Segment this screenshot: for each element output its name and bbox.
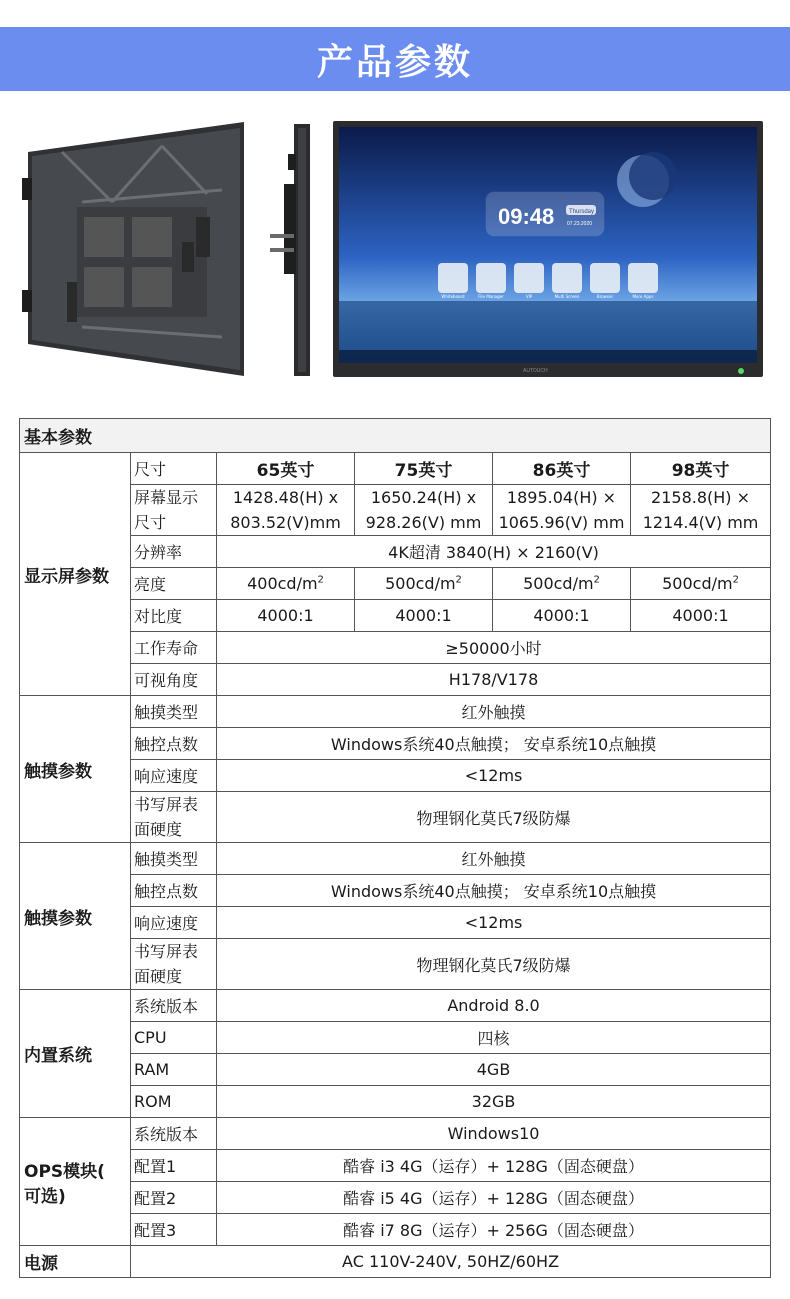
brightness-86: $500cd/m^2$ bbox=[493, 568, 631, 600]
screen-size-86: 1895.04(H) × 1065.96(V) mm bbox=[493, 485, 631, 536]
panel-back-view-image bbox=[22, 122, 248, 376]
file-manager-icon[interactable] bbox=[476, 263, 506, 293]
angle-label: 可视角度 bbox=[131, 664, 217, 696]
clock-day: Thursday bbox=[569, 209, 595, 215]
hardness-label: 书写屏表 面硬度 bbox=[131, 792, 217, 843]
ops-version-value: Windows10 bbox=[217, 1118, 771, 1150]
brightness-98: $500cd/m^2$ bbox=[631, 568, 771, 600]
page-title: 产品参数 bbox=[316, 41, 473, 83]
response-value: <12ms bbox=[217, 907, 771, 939]
more-apps-icon[interactable] bbox=[628, 263, 658, 293]
size-65: 65英寸 bbox=[217, 453, 355, 485]
power-label: 电源 bbox=[20, 1246, 131, 1278]
title-banner bbox=[0, 27, 790, 91]
clock-date: 07.23.2020 bbox=[567, 221, 593, 227]
touch-type-value: 红外触摸 bbox=[217, 696, 771, 728]
screen-size-75: 1650.24(H) x 928.26(V) mm bbox=[355, 485, 493, 536]
size-label: 尺寸 bbox=[131, 453, 217, 485]
touch-group-label: 触摸参数 bbox=[20, 696, 131, 843]
multi-screen-icon[interactable] bbox=[552, 263, 582, 293]
display-group-label: 显示屏参数 bbox=[20, 453, 131, 696]
panel-front-view-image bbox=[333, 121, 763, 377]
config2-value: 酷睿 i5 4G（运存）+ 128G（固态硬盘） bbox=[217, 1182, 771, 1214]
whiteboard-icon[interactable] bbox=[438, 263, 468, 293]
brand-logo: AUTOUCH bbox=[523, 368, 548, 374]
config3-value: 酷睿 i7 8G（运存）+ 256G（固态硬盘） bbox=[217, 1214, 771, 1246]
touch-points-label: 触控点数 bbox=[131, 875, 217, 907]
browser-icon[interactable] bbox=[590, 263, 620, 293]
response-label: 响应速度 bbox=[131, 760, 217, 792]
config3-label: 配置3 bbox=[131, 1214, 217, 1246]
ops-group-label: OPS模块( 可选) bbox=[20, 1118, 131, 1246]
app-label: VIP bbox=[525, 294, 533, 299]
contrast-86: 4000:1 bbox=[493, 600, 631, 632]
hardness-value: 物理钢化莫氏7级防爆 bbox=[217, 939, 771, 990]
brightness-65: $400cd/m^2$ bbox=[217, 568, 355, 600]
screen-size-65: 1428.48(H) x 803.52(V)mm bbox=[217, 485, 355, 536]
touch-points-value: Windows系统40点触摸； 安卓系统10点触摸 bbox=[217, 728, 771, 760]
resolution-label: 分辨率 bbox=[131, 536, 217, 568]
screen-size-label: 屏幕显示 尺寸 bbox=[131, 485, 217, 536]
size-86: 86英寸 bbox=[493, 453, 631, 485]
response-label: 响应速度 bbox=[131, 907, 217, 939]
life-label: 工作寿命 bbox=[131, 632, 217, 664]
hardness-label: 书写屏表 面硬度 bbox=[131, 939, 217, 990]
ops-version-label: 系统版本 bbox=[131, 1118, 217, 1150]
life-value: ≥50000小时 bbox=[217, 632, 771, 664]
touch-points-value: Windows系统40点触摸； 安卓系统10点触摸 bbox=[217, 875, 771, 907]
screen-size-98: 2158.8(H) × 1214.4(V) mm bbox=[631, 485, 771, 536]
response-value: <12ms bbox=[217, 760, 771, 792]
touch-type-label: 触摸类型 bbox=[131, 696, 217, 728]
app-label: Whiteboard bbox=[441, 294, 465, 299]
os-version-label: 系统版本 bbox=[131, 990, 217, 1022]
size-75: 75英寸 bbox=[355, 453, 493, 485]
config1-label: 配置1 bbox=[131, 1150, 217, 1182]
power-value: AC 110V-240V, 50HZ/60HZ bbox=[131, 1246, 771, 1278]
app-label: File Manager bbox=[478, 294, 504, 299]
touch-type-value: 红外触摸 bbox=[217, 843, 771, 875]
panel-side-view-image bbox=[270, 124, 314, 376]
system-group-label: 内置系统 bbox=[20, 990, 131, 1118]
basic-section-header: 基本参数 bbox=[20, 419, 771, 453]
hardness-value: 物理钢化莫氏7级防爆 bbox=[217, 792, 771, 843]
size-98: 98英寸 bbox=[631, 453, 771, 485]
app-label: Multi Screen bbox=[554, 294, 580, 299]
angle-value: H178/V178 bbox=[217, 664, 771, 696]
app-label: More Apps bbox=[632, 294, 654, 299]
clock-time: 09:48 bbox=[498, 204, 555, 229]
rom-label: ROM bbox=[131, 1086, 217, 1118]
ram-label: RAM bbox=[131, 1054, 217, 1086]
rom-value: 32GB bbox=[217, 1086, 771, 1118]
touch-points-label: 触控点数 bbox=[131, 728, 217, 760]
brightness-75: $500cd/m^2$ bbox=[355, 568, 493, 600]
config2-label: 配置2 bbox=[131, 1182, 217, 1214]
contrast-65: 4000:1 bbox=[217, 600, 355, 632]
app-label: Browser bbox=[596, 294, 614, 299]
contrast-75: 4000:1 bbox=[355, 600, 493, 632]
brightness-label: 亮度 bbox=[131, 568, 217, 600]
contrast-98: 4000:1 bbox=[631, 600, 771, 632]
cpu-value: 四核 bbox=[217, 1022, 771, 1054]
spec-table bbox=[19, 418, 771, 1278]
touch-type-label: 触摸类型 bbox=[131, 843, 217, 875]
vip-icon[interactable] bbox=[514, 263, 544, 293]
config1-value: 酷睿 i3 4G（运存）+ 128G（固态硬盘） bbox=[217, 1150, 771, 1182]
cpu-label: CPU bbox=[131, 1022, 217, 1054]
os-version-value: Android 8.0 bbox=[217, 990, 771, 1022]
contrast-label: 对比度 bbox=[131, 600, 217, 632]
resolution-value: 4K超清 3840(H) × 2160(V) bbox=[217, 536, 771, 568]
ram-value: 4GB bbox=[217, 1054, 771, 1086]
touch-group-label: 触摸参数 bbox=[20, 843, 131, 990]
